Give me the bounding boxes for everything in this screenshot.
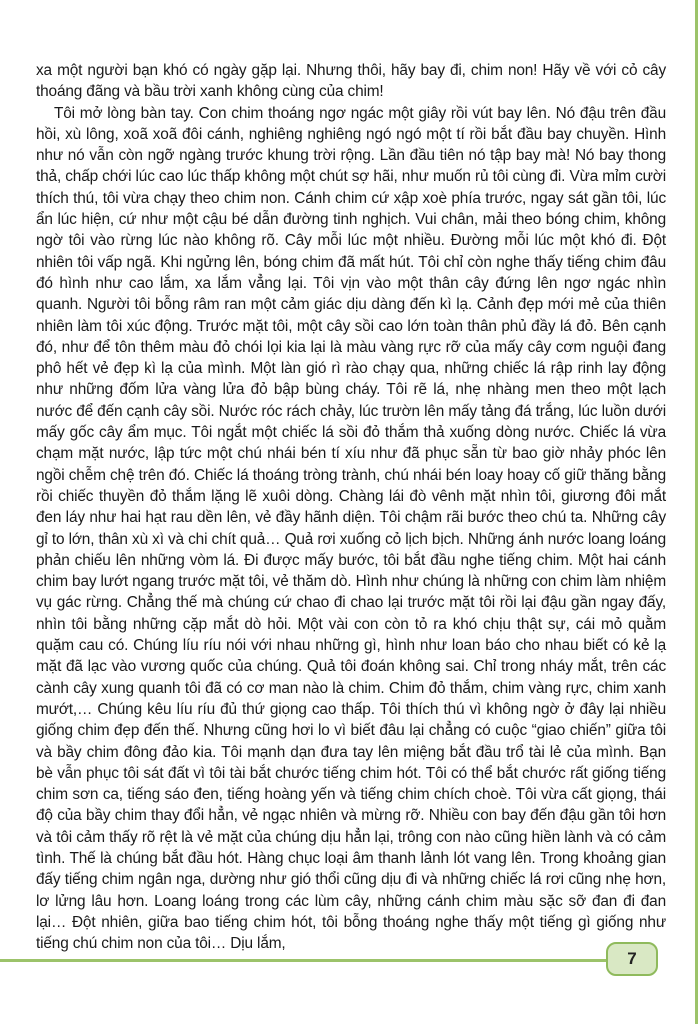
paragraph-continuation: xa một người bạn khó có ngày gặp lại. Nhưng thôi, hãy bay đi, chim non! Hãy về với cỏ cây thoáng đãng và bầu trời xanh không cùng của chim! [36,62,666,101]
page-footer [0,940,698,980]
footer-rule [0,959,606,962]
story-text [36,60,666,954]
page-number-tab [606,942,658,976]
page-number: 7 [627,949,637,968]
paragraph-main: Tôi mở lòng bàn tay. Con chim thoáng ngơ ngác một giây rồi vút bay lên. Nó đậu trên đầu hồi, xù lông, xoã xoã đôi cánh, nghiêng nghiêng ngó ngó một tí rồi bắt đầu bay chuyền. Hình như nó vẫn còn ngỡ ngàng trước khung trời rộng. Lần đầu tiên nó tập bay mà! Nó bay thong thả, chấp chới lúc cao lúc thấp không một chút sợ hãi, như muốn rủ tôi cùng đi. Vừa mỉm cười thích thú, tôi vừa chạy theo chim non. Cánh chim cứ xập xoè phía trước, ngay sát gần tôi, lúc ẩn lúc hiện, cứ như một cậu bé dẫn đường tinh nghịch. Vui chân, mải theo bóng chim, không ngờ tôi vào rừng lúc nào không rõ. Cây mỗi lúc một nhiều. Đường mỗi lúc một khó đi. Đột nhiên tôi vấp ngã. Khi ngửng lên, bóng chim đã mất hút. Tôi chỉ còn nghe thấy tiếng chim đâu đó hình như cao lắm, xa lắm vẳng lại. Tôi vịn vào một thân cây đứng lên ngơ ngác nhìn quanh. Người tôi bỗng râm ran một cảm giác dịu dàng đến kì lạ. Cảnh đẹp mới mẻ của thiên nhiên làm tôi xúc động. Trước mặt tôi, một cây sồi cao lớn toàn thân phủ đầy lá đỏ. Bên cạnh đó, như để tôn thêm màu đỏ chói lọi kia lại là màu vàng rực rỡ của mấy cây cơm nguội đang phô hết vẻ đẹp kì lạ của mình. Một làn gió rì rào chạy qua, những chiếc lá rập rinh lay động như những đốm lửa vàng lửa đỏ bập bùng cháy. Tôi rẽ lá, nhẹ nhàng men theo một lạch nước để đến cạnh cây sồi. Nước róc rách chảy, lúc trườn lên mấy tảng đá trắng, lúc luồn dưới mấy gốc cây ẩm mục. Tôi ngắt một chiếc lá sồi đỏ thắm thả xuống dòng nước. Chiếc lá vừa chạm mặt nước, lập tức một chú nhái bén tí xíu như đã phục sẵn từ bao giờ nhảy phóc lên ngồi chễm chệ trên đó. Chiếc lá thoáng tròng trành, chú nhái bén loay hoay cố giữ thăng bằng rồi chiếc thuyền đỏ thắm lặng lẽ xuôi dòng. Chàng lái đò vênh mặt nhìn tôi, giương đôi mắt đen láy như hai hạt rau dền lên, vẻ đầy hãnh diện. Tôi chậm rãi bước theo chú ta. Những cây gỉ to lớn, thân xù xì và chi chít quả… Quả rơi xuống cỏ lịch bịch. Những ánh nước loang loáng phản chiếu lên những vòm lá. Đi được mấy bước, tôi bắt đầu nghe tiếng chim. Một hai cánh chim bay lướt ngang trước mặt tôi, vẻ thăm dò. Hình như chúng là những con chim làm nhiệm vụ gác rừng. Chẳng thế mà chúng cứ chao đi chao lại trước mặt tôi rồi lại đậu gần ngay đấy, nhìn tôi bằng những cặp mắt dò hỏi. Một vài con còn tỏ ra khó chịu thật sự, cái mỏ quằm quặm cau có. Chúng líu ríu nói với nhau những gì, hình như loan báo cho nhau biết có kẻ lạ mặt đã lạc vào vương quốc của chúng. Quả tôi đoán không sai. Chỉ trong nháy mắt, trên các cành cây xung quanh tôi đã có cơ man nào là chim. Chim đỏ thắm, chim vàng rực, chim xanh mướt,… Chúng kêu líu ríu đủ thứ giọng cao thấp. Tôi thích thú vì không ngờ ở đây lại nhiều giống chim đẹp đến thế. Nhưng cũng hơi lo vì biết đâu lại chẳng có cuộc “giao chiến” giữa tôi và bầy chim đông đảo kia. Tôi mạnh dạn đưa tay lên miệng bắt đầu trổ tài lẻ của mình. Bạn bè vẫn phục tôi sát đất vì tôi tài bắt chước tiếng chim hót. Tôi có thể bắt chước rất giống tiếng chim sơn ca, tiếng sáo đen, tiếng hoàng yến và tiếng chim chích choè. Tôi vừa cất giọng, thái độ của bầy chim thay đổi hẳn, vẻ ngạc nhiên và mừng rỡ. Nhiều con bay đến đậu gần tôi hơn và tôi cảm thấy rõ rệt là vẻ mặt của chúng dịu hẳn lại, trông con nào cũng hiền lành và có cảm tình. Thế là chúng bắt đầu hót. Hàng chục loại âm thanh lảnh lót vang lên. Trong khoảng gian đấy tiếng chim ngân nga, dường như gió thổi cũng dịu đi và những chiếc lá rơi cũng nhẹ hơn, lơ lửng lâu hơn. Loang loáng trong các lùm cây, những cánh chim màu sặc sỡ đan đi đan lại… Đột nhiên, giữa bao tiếng chim hót, tôi bỗng thoáng nghe thấy một tiếng gì giống như tiếng chú chim non của tôi… Dịu lắm, [36,104,666,953]
